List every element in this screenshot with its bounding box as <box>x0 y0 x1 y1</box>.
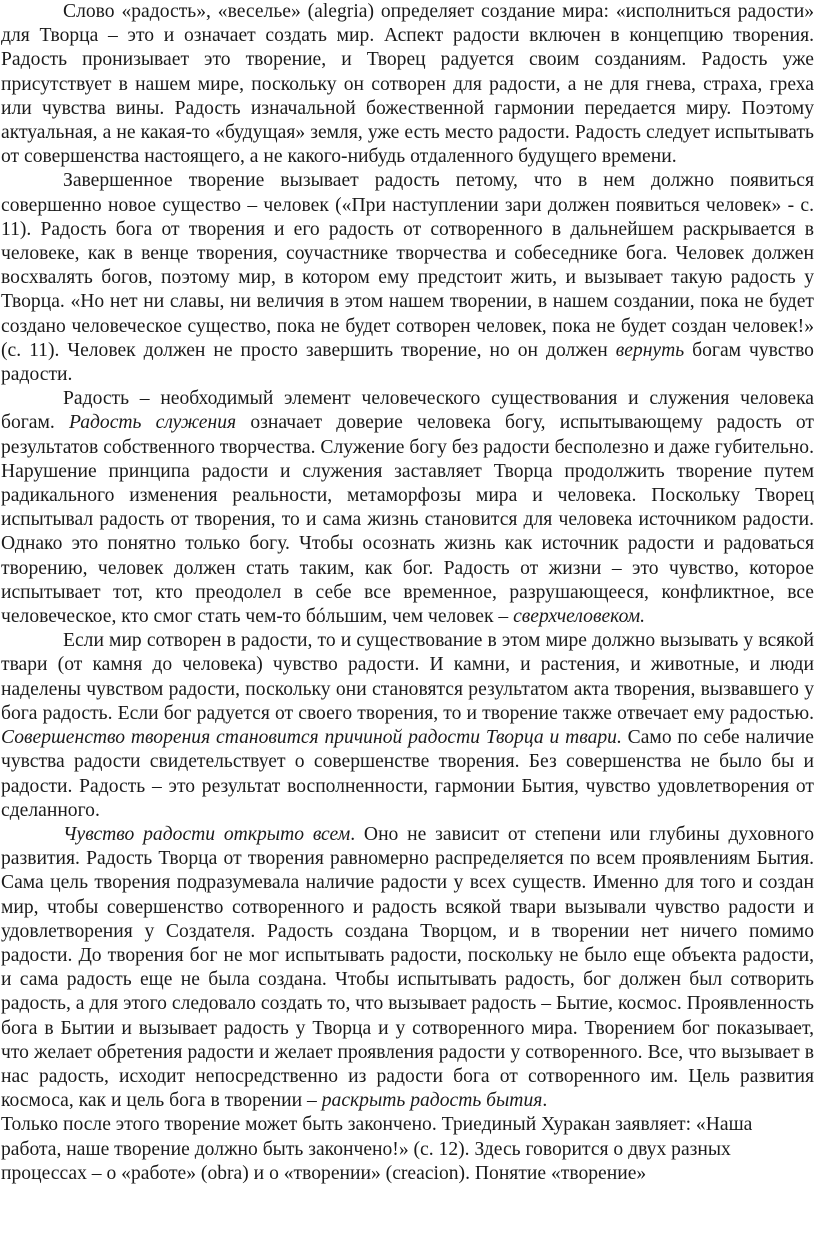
paragraph-1 <box>1 0 814 169</box>
text-run: означает доверие человека богу, испытывающему радость от результатов собственного творчества. Служение богу без радости бесполезно и даже губительно. Нарушение принципа радости и служения заставляет Творца продолжить творение путем радикального изменения реальности, метаморфозы мира и человека. Поскольку Творец испытывал радость от творения, то и сама жизнь становится для человека источником радости. Однако это понятно только богу. Чтобы осознать жизнь как источник радости и радоваться творению, человек должен стать таким, как бог. Радость от жизни – это чувство, которое испытывает тот, кто преодолел в себе все временное, разрушающееся, конфликтное, все человеческое, кто смог стать чем-то бóльшим, чем человек – <box>1 412 814 628</box>
paragraph-2 <box>1 169 814 387</box>
italic-text-run: сверхчеловеком. <box>513 606 646 628</box>
paragraph-6 <box>1 1113 814 1186</box>
text-run: . Оно не зависит от степени или глубины духовного развития. Радость Творца от творения равномерно распределяется по всем проявлениям Бытия. Сама цель творения подразумевала наличие радости у всех существ. Именно для того и создан мир, чтобы совершенство сотворенного и радость всякой твари вызывали чувство радости и удовлетворения у Создателя. Радость создана Творцом, и в творении нет ничего помимо радости. До творения бог не мог испытывать радости, поскольку не было еще объекта радости, и сама радость еще не была создана. Чтобы испытывать радость, бог должен был сотворить радость, а для этого следовало создать то, что вызывает радость – Бытие, космос. Проявленность бога в Бытии и вызывает радость у Творца и у сотворенного мира. Творением бог показывает, что желает обретения радости и желает проявления радости у сотворенного. Все, что вызывает в нас радость, исходит непосредственно из радости бога от сотворенного им. Цель развития космоса, как и цель бога в творении – <box>1 823 814 1112</box>
text-run: богам чувство радости. <box>1 339 814 386</box>
paragraph-5 <box>1 823 814 1113</box>
italic-text-run: Совершенство творения становится причиной радости Творца и твари. <box>1 727 622 749</box>
text-run: Завершенное творение вызывает радость петому, что в нем должно появиться совершенно новое существо – человек («При наступлении зари должен появиться человек» - с. 11). Радость бога от творения и его радость от сотворенного в дальнейшем раскрывается в человеке, как в венце творения, соучастнике творчества и собеседнике бога. Человек должен восхвалять богов, поэтому мир, в котором ему предстоит жить, и вызывает такую радость у Творца. «Но нет ни славы, ни величия в этом нашем творении, в нашем создании, пока не будет создано человеческое существо, пока не будет сотворен человек, пока не будет создан человек!» (с. 11). Человек должен не просто завершить творение, но он должен <box>1 170 814 361</box>
text-run: Радость – необходимый элемент человеческого существования и служения человека богам. <box>1 388 814 434</box>
italic-text-run: Чувство радости открыто всем <box>63 823 351 845</box>
text-run: Слово «радость», «веселье» (alegria) определяет создание мира: «исполниться радости» для Творца – это и означает создать мир. Аспект радости включен в концепцию творения. Радость пронизывает это творение, и Творец радуется своим созданиям. Радость уже присутствует в нашем мире, поскольку он сотворен для радости, а не для гнева, страха, греха или чувства вины. Радость изначальной божественной гармонии передается миру. Поэтому актуальная, а не какая-то «будущая» земля, уже есть место радости. Радость следует испытывать от совершенства настоящего, а не какого-нибудь отдаленного будущего времени. <box>1 1 814 168</box>
text-run: Само по себе наличие чувства радости свидетельствует о совершенстве творения. Без совершенства не было бы и радости. Радость – это результат восполненности, гармонии Бытия, чувство удовлетворения от сделанного. <box>1 727 814 821</box>
italic-text-run: вернуть <box>615 339 685 361</box>
paragraph-3 <box>1 387 814 629</box>
italic-text-run: раскрыть радость бытия <box>321 1090 543 1112</box>
italic-text-run: Радость служения <box>68 412 237 434</box>
text-run: Если мир сотворен в радости, то и существование в этом мире должно вызывать у всякой твари (от камня до человека) чувство радости. И камни, и растения, и животные, и люди наделены чувством радости, поскольку они становятся результатом акта творения, вызвавшего у бога радость. Если бог радуется от своего творения, то и творение также отвечает ему радостью. <box>1 630 814 724</box>
text-run: . <box>542 1090 548 1112</box>
paragraph-4 <box>1 629 814 823</box>
text-run: Только после этого творение может быть закончено. Триединый Хуракан заявляет: «Наша работа, наше творение должно быть закончено!» (с. 12). Здесь говорится о двух разных процессах – о «работе» (obra) и о «творении» (creacion). Понятие «творение» <box>1 1114 753 1184</box>
